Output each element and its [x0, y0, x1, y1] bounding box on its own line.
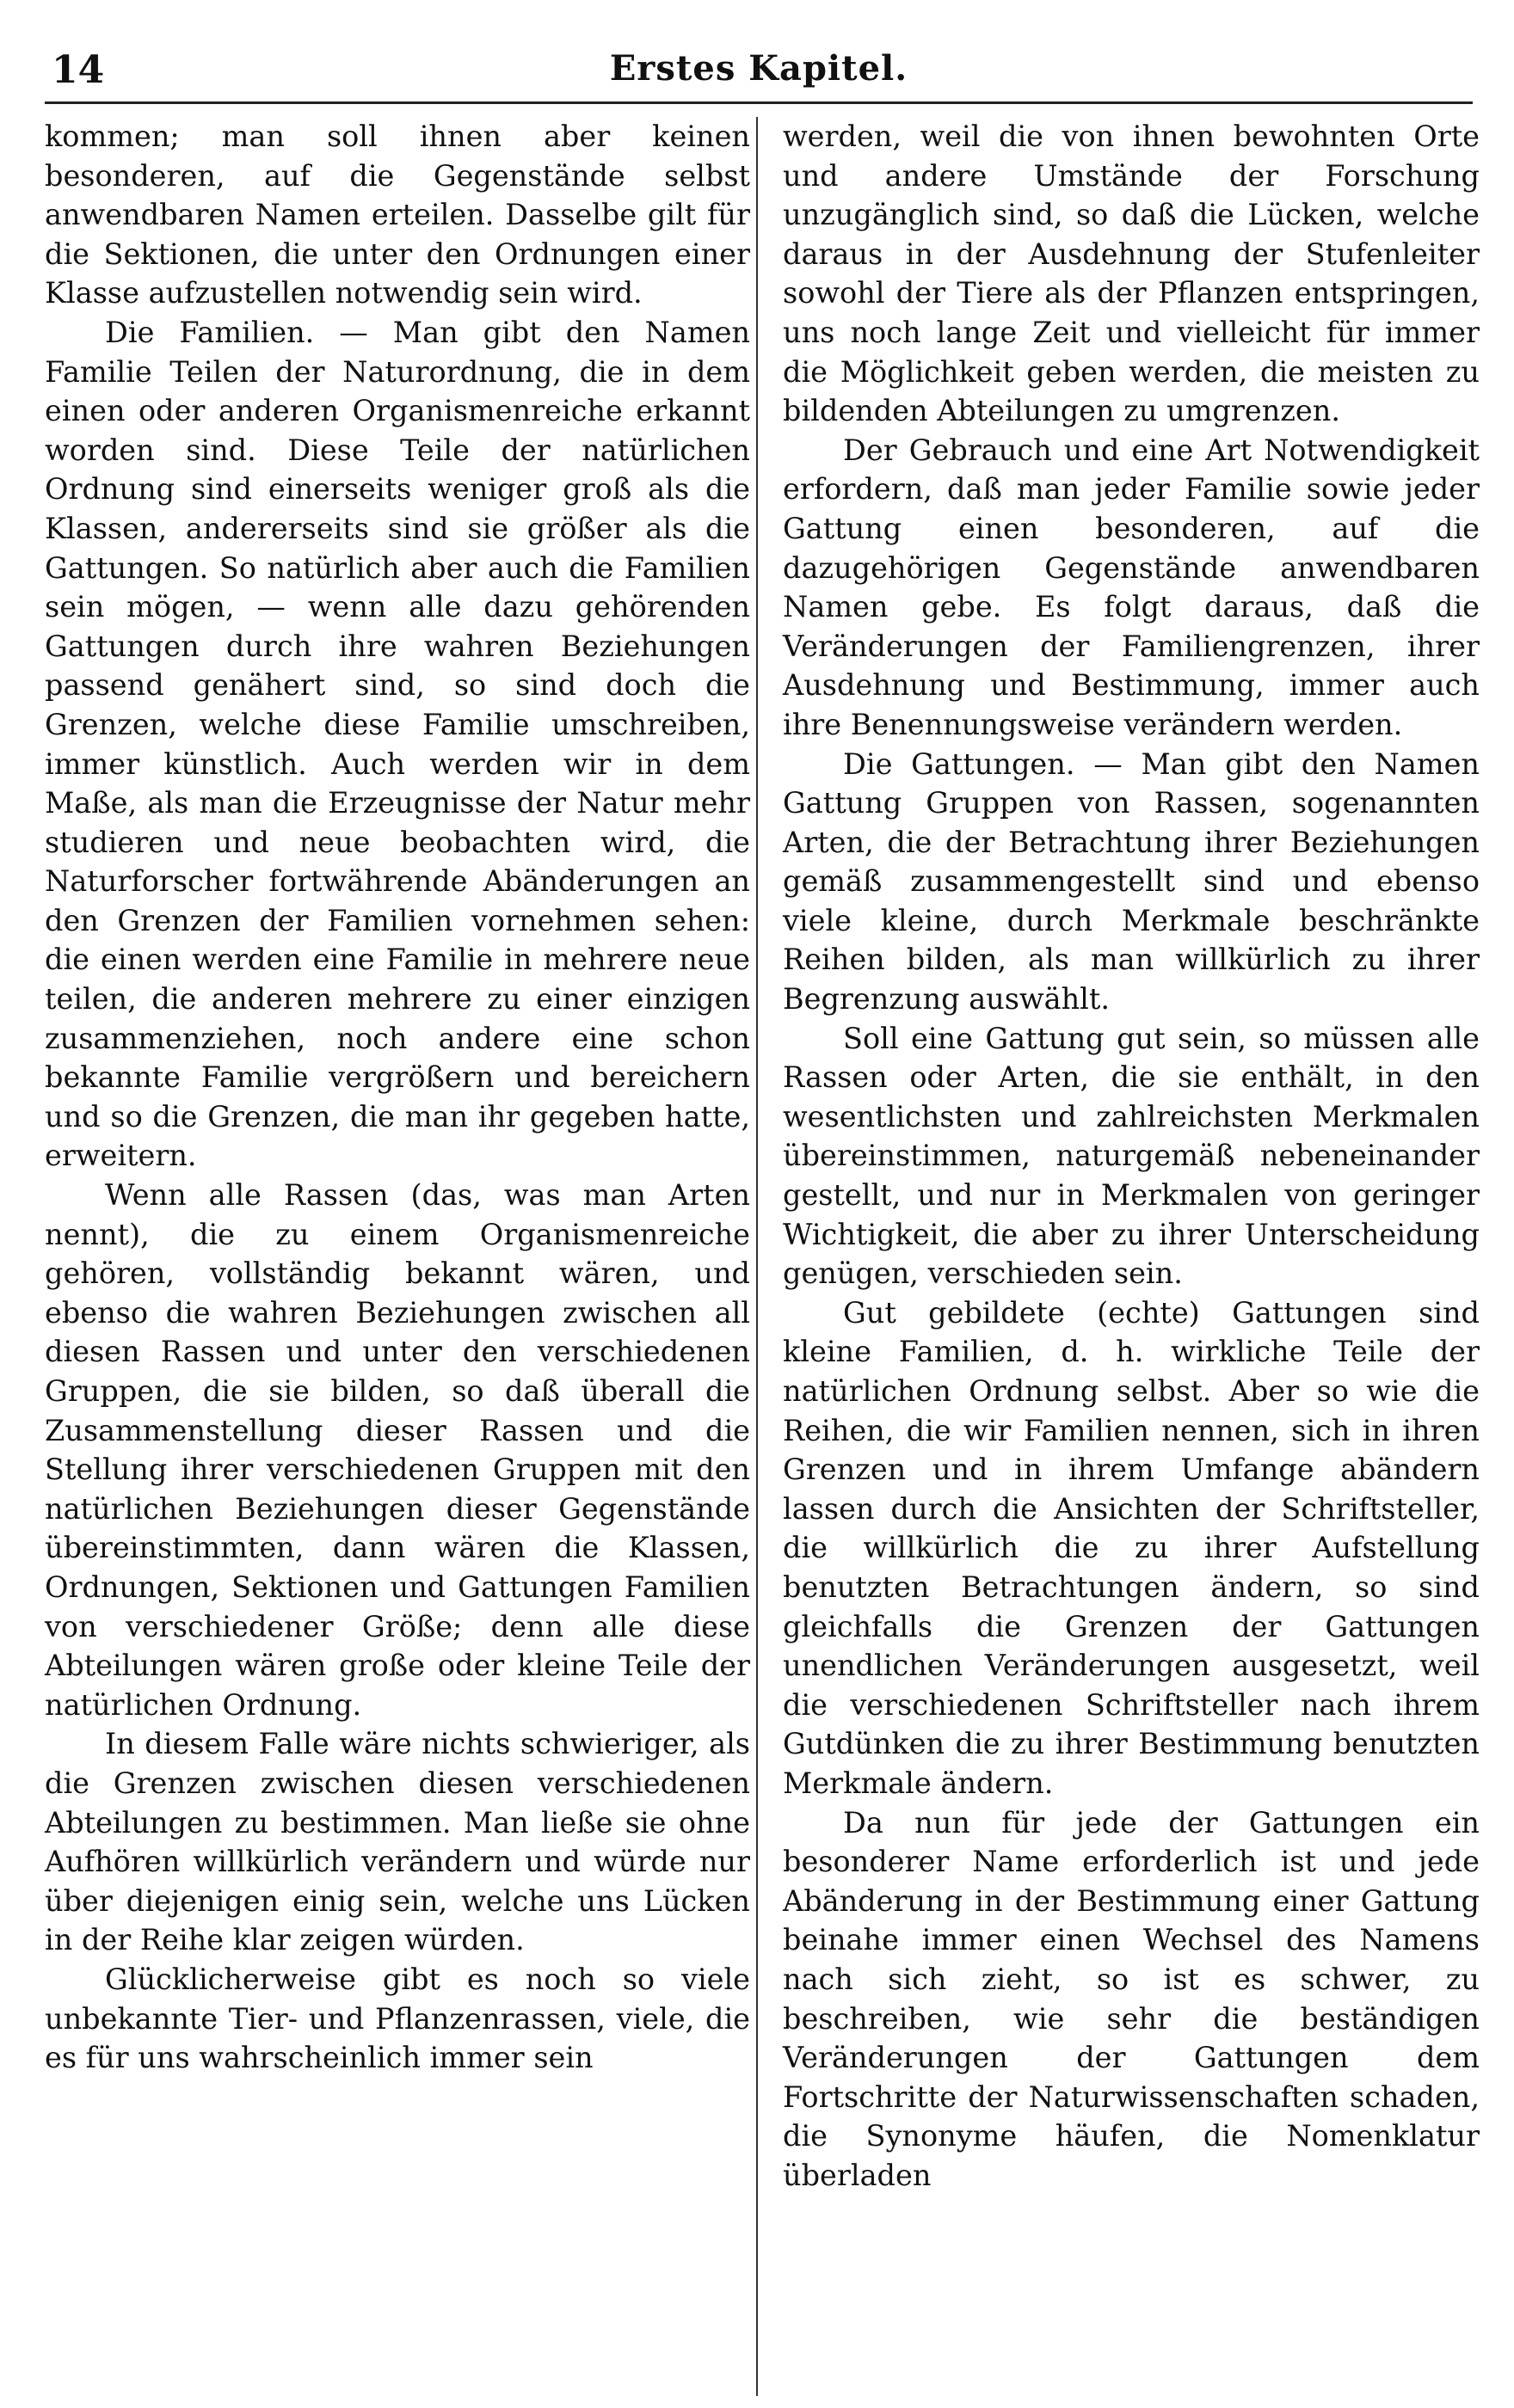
left-column — [45, 117, 750, 2078]
right-column — [783, 117, 1480, 2195]
page-header — [45, 38, 1473, 98]
paragraph: Die Familien. — Man gibt den Namen Familie Teilen der Naturordnung, die in dem einen oder anderen Organismenreiche erkannt worden sind. Diese Teile der natürlichen Ordnung sind einerseits weniger groß als die Klassen, andererseits sind sie größer als die Gattungen. So natürlich aber auch die Familien sein mögen, — wenn alle dazu gehörenden Gattungen durch ihre wahren Beziehungen passend genähert sind, so sind doch die Grenzen, welche diese Familie umschreiben, immer künstlich. Auch werden wir in dem Maße, als man die Erzeugnisse der Natur mehr studieren und neue beobachten wird, die Naturforscher fortwährende Abänderungen an den Grenzen der Familien vornehmen sehen: die einen werden eine Familie in mehrere neue teilen, die anderen mehrere zu einer einzigen zusammenziehen, noch andere eine schon bekannte Familie vergrößern und bereichern und so die Grenzen, die man ihr gegeben hatte, erweitern. — [45, 315, 750, 1173]
page-number: 14 — [52, 48, 105, 92]
running-head: Erstes Kapitel. — [609, 48, 908, 89]
paragraph: Glücklicherweise gibt es noch so viele unbekannte Tier- und Pflanzenrassen, viele, die es für uns wahrscheinlich immer sein — [45, 1962, 750, 2075]
paragraph: Soll eine Gattung gut sein, so müssen alle Rassen oder Arten, die sie enthält, in den wesentlichsten und zahlreichsten Merkmalen übereinstimmen, naturgemäß nebeneinander gestellt, und nur in Merkmalen von geringer Wichtigkeit, die aber zu ihrer Unterscheidung genügen, verschieden sein. — [783, 1021, 1480, 1291]
paragraph: Der Gebrauch und eine Art Notwendigkeit erfordern, daß man jeder Familie sowie jeder Gattung einen besonderen, auf die dazugehörigen Gegenstände anwendbaren Namen gebe. Es folgt daraus, daß die Veränderungen der Familiengrenzen, ihrer Ausdehnung und Bestimmung, immer auch ihre Benennungsweise verändern werden. — [783, 433, 1480, 741]
column-divider — [756, 117, 758, 2396]
paragraph: Da nun für jede der Gattungen ein besonderer Name erforderlich ist und jede Abänderung in der Bestimmung einer Gattung beinahe immer einen Wechsel des Namens nach sich zieht, so ist es schwer, zu beschreiben, wie sehr die beständigen Veränderungen der Gattungen dem Fortschritte der Naturwissenschaften schaden, die Synonyme häufen, die Nomenklatur überladen — [783, 1805, 1480, 2192]
header-rule — [45, 101, 1473, 104]
paragraph: Gut gebildete (echte) Gattungen sind kleine Familien, d. h. wirkliche Teile der natürlichen Ordnung selbst. Aber so wie die Reihen, die wir Familien nennen, sich in ihren Grenzen und in ihrem Umfange abändern lassen durch die Ansichten der Schriftsteller, die willkürlich die zu ihrer Aufstellung benutzten Betrachtungen ändern, so sind gleichfalls die Grenzen der Gattungen unendlichen Veränderungen ausgesetzt, weil die verschiedenen Schriftsteller nach ihrem Gutdünken die zu ihrer Bestimmung benutzten Merkmale ändern. — [783, 1295, 1480, 1800]
paragraph: werden, weil die von ihnen bewohnten Orte und andere Umstände der Forschung unzugänglich sind, so daß die Lücken, welche daraus in der Ausdehnung der Stufenleiter sowohl der Tiere als der Pflanzen entspringen, uns noch lange Zeit und vielleicht für immer die Möglichkeit geben werden, die meisten zu bildenden Abteilungen zu umgrenzen. — [783, 120, 1480, 428]
paragraph: Die Gattungen. — Man gibt den Namen Gattung Gruppen von Rassen, sogenannten Arten, die der Betrachtung ihrer Beziehungen gemäß zusammengestellt sind und ebenso viele kleine, durch Merkmale beschränkte Reihen bilden, als man willkürlich zu ihrer Begrenzung auswählt. — [783, 746, 1480, 1017]
paragraph: In diesem Falle wäre nichts schwieriger, als die Grenzen zwischen diesen verschiedenen Abteilungen zu bestimmen. Man ließe sie ohne Aufhören willkürlich verändern und würde nur über diejenigen einig sein, welche uns Lücken in der Reihe klar zeigen würden. — [45, 1727, 750, 1957]
paragraph: Wenn alle Rassen (das, was man Arten nennt), die zu einem Organismenreiche gehören, vollständig bekannt wären, und ebenso die wahren Beziehungen zwischen all diesen Rassen und unter den verschiedenen Gruppen, die sie bilden, so daß überall die Zusammenstellung dieser Rassen und die Stellung ihrer verschiedenen Gruppen mit den natürlichen Beziehungen dieser Gegenstände übereinstimmten, dann wären die Klassen, Ordnungen, Sektionen und Gattungen Familien von verschiedener Größe; denn alle diese Abteilungen wären große oder kleine Teile der natürlichen Ordnung. — [45, 1178, 750, 1722]
paragraph: kommen; man soll ihnen aber keinen besonderen, auf die Gegenstände selbst anwendbaren Namen erteilen. Dasselbe gilt für die Sektionen, die unter den Ordnungen einer Klasse aufzustellen notwendig sein wird. — [45, 120, 750, 310]
